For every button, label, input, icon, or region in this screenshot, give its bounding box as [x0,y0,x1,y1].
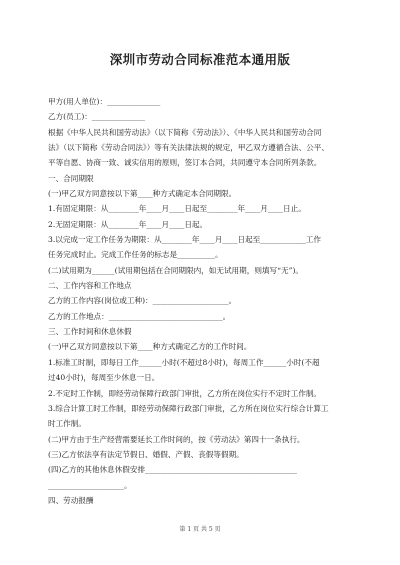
overtime-clause: (二)甲方由于生产经营需要延长工作时间的，按《劳动法》第四十一条执行。 [48,435,305,444]
term-task-based: 3.以完成一定工作任务为期限：从________年____月____日起至____________工作 [48,235,322,244]
work-location-line: 乙方的工作地点：______________________________。 [48,312,231,321]
party-a-line: 甲方(用人单位)：______________ [48,97,161,106]
preamble-line-3: 平等自愿、协商一致、诚实信用的原则，签订本合同，共同遵守本合同所列条款。 [48,158,322,167]
document-title: 深圳市劳动合同标准范本通用版 [109,52,291,67]
section-heading-hours: 三、工作时间和休息休假 [48,327,132,336]
section-heading-term: 一、合同期限 [48,174,94,183]
section-heading-work: 二、工作内容和工作地点 [48,281,132,290]
hours-clause-1: (一)甲乙双方同意按以下第____种方式确定乙方的工作时间。 [48,342,252,351]
hours-comprehensive: 3.综合计算工时工作制，即经劳动保障行政部门审批，乙方所在岗位实行综合计算工 [48,404,329,413]
hours-flexible: 2.不定时工作制，即经劳动保障行政部门审批，乙方所在岗位实行不定时工作制。 [48,389,322,398]
term-task-based-cont: 任务完成时止。完成工作任务的标志是__________。 [48,250,223,259]
party-b-line: 乙方(员工)：______________ [48,112,146,121]
holiday-clause: (三)乙方依法享有法定节假日、婚假、产假、丧假等假期。 [48,450,244,459]
preamble-line-2: 法》（以下简称《劳动合同法》）等有关法律法规的规定，甲乙双方遵循合法、公平、 [48,143,329,152]
other-leave-clause-cont: ____________________。 [48,481,132,490]
work-content-line: 乙方的工作内容(岗位或工种)：____________________。 [48,296,237,305]
hours-standard: 1.标准工时制，即每日工作______小时(不超过8小时)，每周工作______小时(不超 [48,358,320,367]
term-open-ended: 2.无固定期限：从________年____月____日起。 [48,220,208,229]
section-heading-pay: 四、劳动报酬 [48,496,94,505]
hours-standard-cont: 过40小时)，每周至少休息一日。 [48,373,160,382]
hours-comprehensive-cont: 时工作制。 [48,419,86,428]
preamble-line-1: 根据《中华人民共和国劳动法》（以下简称《劳动法》）、《中华人民共和国劳动合同 [48,128,322,137]
term-fixed: 1.有固定期限：从________年____月____日起至________年____月____日止。 [48,204,306,213]
probation-clause: (二)试用期为______(试用期包括在合同期限内，如无试用期，则填写“无”)。 [48,266,304,275]
term-clause-1: (一)甲乙双方同意按以下第____种方式确定本合同期限。 [48,189,237,198]
other-leave-clause: (四)乙方的其他休息休假安排________________________________________ [48,465,297,474]
page-number: 第 1 页 共 5 页 [179,526,221,533]
